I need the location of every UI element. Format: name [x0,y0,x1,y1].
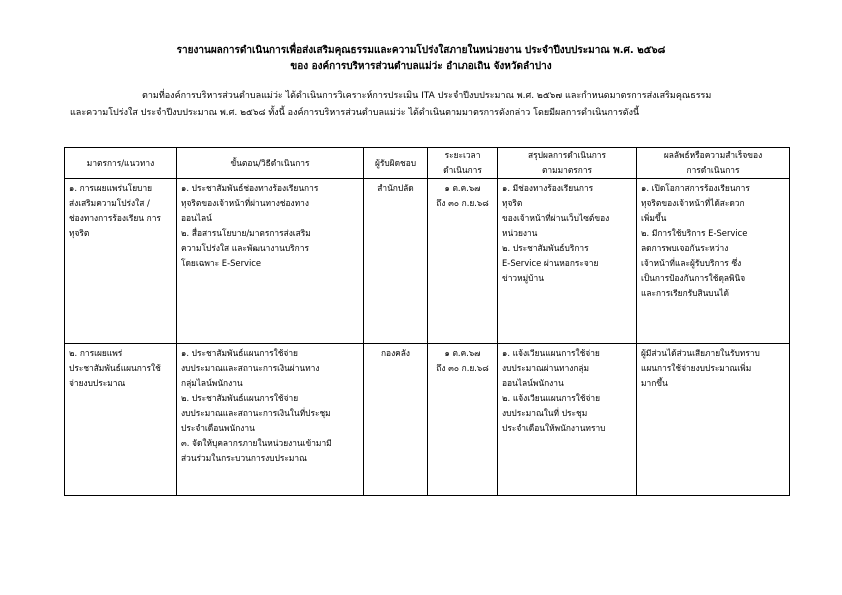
cell-text: E-Service ผ่านหอกระจาย [502,258,599,268]
cell-result [637,179,790,344]
column-header-result [637,148,790,179]
cell-text: จ่ายงบประมาณ [69,378,126,388]
cell-text: และการเรียกรับสินบนได้ [641,288,729,298]
cell-text: ๑. ประชาสัมพันธ์ช่องทางร้องเรียนการ [181,183,319,193]
cell-period [428,179,498,344]
cell-text: ลดการพบเจอกันระหว่าง [641,243,729,253]
report-title: รายงานผลการดำเนินการเพื่อส่งเสริมคุณธรรมและความโปร่งใสภายในหน่วยงาน ประจำปีงบประมาณ พ.ศ. ๒๕๖๘ [176,45,666,56]
cell-procedure [177,179,364,344]
cell-text: ส่งเสริมความโปร่งใส / [69,198,150,208]
cell-text: ถึง ๓๐ ก.ย.๖๘ [436,363,489,373]
header-text: ตามมาตรการ [541,165,593,175]
cell-text: ๑. แจ้งเวียนแผนการใช้จ่าย [502,348,600,358]
header-text: สรุปผลการดำเนินการ [528,150,606,160]
cell-period [428,344,498,496]
cell-text: ทุจริตของเจ้าหน้าที่ผ่านทางช่องทาง [181,198,309,208]
cell-text: เป็นการป้องกันการใช้ดุลพินิจ [641,273,746,283]
cell-text: ช่องทางการร้องเรียน การ [69,213,161,223]
column-header-measure [65,148,177,179]
cell-summary [498,344,637,496]
cell-text: ๑. มีช่องทางร้องเรียนการ [502,183,594,193]
header-text: ระยะเวลา [444,150,481,160]
cell-text: ๑. เปิดโอกาสการร้องเรียนการ [641,183,750,193]
cell-text: ๑. ประชาสัมพันธ์แผนการใช้จ่าย [181,348,298,358]
header-text: ผู้รับผิดชอบ [374,157,417,168]
cell-text: งบประมาณและสถานะการเงินผ่านทาง [181,363,320,373]
cell-responsible [364,179,428,344]
header-text: การดำเนินการ [686,165,740,175]
cell-text: ของเจ้าหน้าที่ผ่านเว็บไซต์ของ [502,213,610,223]
cell-text: โดยเฉพาะ E-Service [181,258,262,268]
cell-text: ๒. ประชาสัมพันธ์แผนการใช้จ่าย [181,393,299,403]
cell-text: ทุจริต [69,228,90,238]
cell-text: ข่าวหมู่บ้าน [502,273,544,283]
table-row [65,179,790,344]
cell-result [637,344,790,496]
cell-text: ๑. การเผยแพร่นโยบาย [69,183,153,193]
cell-text: ๑ ต.ค.๖๗ [444,348,481,358]
table-row [65,344,790,496]
cell-text: ๒. ประชาสัมพันธ์บริการ [502,243,589,253]
cell-text: ทุจริตของเจ้าหน้าที่ได้สะดวก [641,198,745,208]
header-text: ดำเนินการ [443,165,482,175]
table-header-row [65,148,790,179]
column-header-responsible [364,148,428,179]
cell-measure [65,344,177,496]
cell-text: เจ้าหน้าที่และผู้รับบริการ ซึ่ง [641,258,742,268]
cell-text: ผู้มีส่วนได้ส่วนเสียภายในรับทราบ [641,348,760,358]
column-header-procedure [177,148,364,179]
cell-text: ๑ ต.ค.๖๗ [444,183,481,193]
cell-text: งบประมาณในที่ ประชุม [502,408,588,418]
cell-text: ออนไลน์ [181,213,212,223]
table-body [65,179,790,496]
cell-text: มากขึ้น [641,378,668,388]
cell-text: งบประมาณผ่านทางกลุ่ม [502,363,590,373]
cell-text: กลุ่มไลน์พนักงาน [181,378,243,388]
cell-text: สำนักปลัด [377,183,414,193]
results-table [64,147,790,496]
header-text: มาตรการ/แนวทาง [86,157,155,168]
cell-text: ๒. มีการใช้บริการ E-Service [641,228,748,238]
cell-procedure [177,344,364,496]
intro-paragraph [60,88,780,122]
cell-text: เพิ่มขึ้น [641,213,667,223]
column-header-period [428,148,498,179]
cell-text: ๒. การเผยแพร่ [69,348,123,358]
cell-measure [65,179,177,344]
cell-text: ประจำเดือนพนักงาน [181,423,255,433]
header-text: ผลลัพธ์หรือความสำเร็จของ [663,150,763,160]
cell-text: กองคลัง [380,348,410,358]
cell-text: ทุจริต [502,198,523,208]
header-text: ขั้นตอน/วิธีดำเนินการ [230,157,310,168]
report-subtitle: ของ องค์การบริหารส่วนตำบลแม่ว่ะ อำเภอเถิน จังหวัดลำปาง [290,61,552,72]
cell-text: ส่วนร่วมในกระบวนการงบประมาณ [181,453,307,463]
cell-text: งบประมาณและสถานะการเงินในที่ประชุม [181,408,331,418]
cell-text: ความโปร่งใส และพัฒนางานบริการ [181,243,309,253]
cell-text: ออนไลน์พนักงาน [502,378,564,388]
cell-text: แผนการใช้จ่ายงบประมาณเพิ่ม [641,363,752,373]
cell-text: หน่วยงาน [502,228,538,238]
cell-summary [498,179,637,344]
column-header-summary [498,148,637,179]
cell-responsible [364,344,428,496]
cell-text: ถึง ๓๐ ก.ย.๖๘ [436,198,489,208]
intro-line: และความโปร่งใส ประจำปีงบประมาณ พ.ศ. ๒๕๖๘ ทั้งนี้ องค์การบริหารส่วนตำบลแม่ว่ะ ได้ดำเนินตามมาตรการดังกล่าว โดยมีผลการดำเนินการดังนี้ [70,108,640,118]
intro-line: ตามที่องค์การบริหารส่วนตำบลแม่ว่ะ ได้ดำเนินการวิเคราะห์การประเมิน ITA ประจำปีงบประมาณ พ.ศ. ๒๕๖๗ และกำหนดมาตรการส่งเสริมคุณธรรม [142,91,712,101]
cell-text: ๒. สื่อสารนโยบาย/มาตรการส่งเสริม [181,228,311,238]
cell-text: ประชาสัมพันธ์แผนการใช้ [69,363,161,373]
cell-text: ๒. แจ้งเวียนแผนการใช้จ่าย [502,393,601,403]
cell-text: ๓. จัดให้บุคลากรภายในหน่วยงานเข้ามามี [181,438,332,448]
cell-text: ประจำเดือนให้พนักงานทราบ [502,423,606,433]
